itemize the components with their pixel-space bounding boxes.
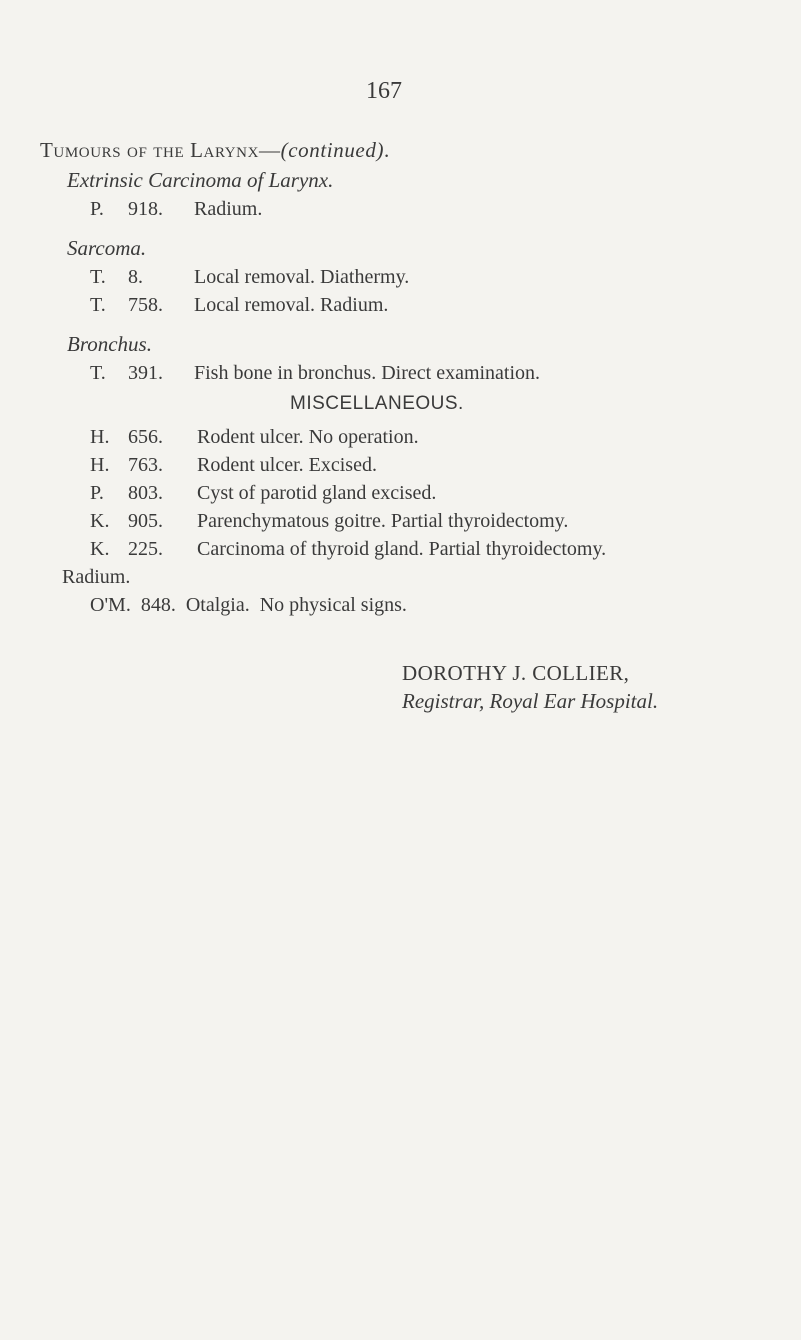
entry-code: P. [90, 198, 104, 220]
section-continued: (continued) [280, 138, 385, 162]
page-number: 167 [366, 78, 402, 104]
entry-number: 8. [128, 266, 143, 288]
extrinsic-carcinoma-heading: Extrinsic Carcinoma of Larynx. [67, 168, 334, 192]
entry-text: Rodent ulcer. Excised. [197, 454, 377, 476]
list-item [90, 198, 262, 221]
section-title: Tumours of the Larynx [40, 138, 260, 162]
entry-text: Fish bone in bronchus. Direct examination. [194, 362, 541, 384]
entry-number: 656. [128, 426, 163, 448]
entry-text: Local removal. Radium. [194, 294, 389, 316]
bronchus-heading: Bronchus. [67, 332, 152, 356]
entry-number: 918. [128, 198, 163, 220]
section-heading [40, 138, 390, 163]
signature-title: Registrar, Royal Ear Hospital. [402, 689, 659, 713]
entry-code: K. [90, 538, 110, 560]
miscellaneous-title: MISCELLANEOUS. [290, 393, 464, 414]
entry-number: 391. [128, 362, 163, 384]
entry-code: K. [90, 510, 110, 532]
entry-number: 763. [128, 454, 163, 476]
entry-number: 803. [128, 482, 163, 504]
entry-code: T. [90, 362, 106, 384]
list-item [90, 362, 540, 385]
entry-text: Rodent ulcer. No operation. [197, 426, 419, 448]
list-item [90, 538, 606, 561]
entry-code: H. [90, 454, 110, 476]
entry-number: 758. [128, 294, 163, 316]
list-item [90, 426, 419, 449]
list-item [90, 482, 436, 505]
entry-continuation: Radium. [62, 566, 131, 588]
entry-number: 225. [128, 538, 163, 560]
entry-number: 905. [128, 510, 163, 532]
entry-text: Local removal. Diathermy. [194, 266, 410, 288]
entry-text: Parenchymatous goitre. Partial thyroidectomy. [197, 510, 569, 532]
section-end: . [384, 138, 390, 162]
list-item [90, 294, 388, 317]
entry-code: T. [90, 266, 106, 288]
list-item [90, 266, 409, 289]
signature-name: DOROTHY J. COLLIER, [402, 661, 630, 685]
list-item [90, 454, 377, 477]
sarcoma-heading: Sarcoma. [67, 236, 147, 260]
entry-text: Radium. [194, 198, 263, 220]
entry-code: H. [90, 426, 110, 448]
list-item [90, 510, 568, 533]
entry-code: P. [90, 482, 104, 504]
entry-text: Cyst of parotid gland excised. [197, 482, 437, 504]
list-item: O'M. 848. Otalgia. No physical signs. [90, 594, 407, 616]
entry-text: Carcinoma of thyroid gland. Partial thyroidectomy. [197, 538, 607, 560]
section-dash: — [259, 138, 281, 162]
entry-code: T. [90, 294, 106, 316]
